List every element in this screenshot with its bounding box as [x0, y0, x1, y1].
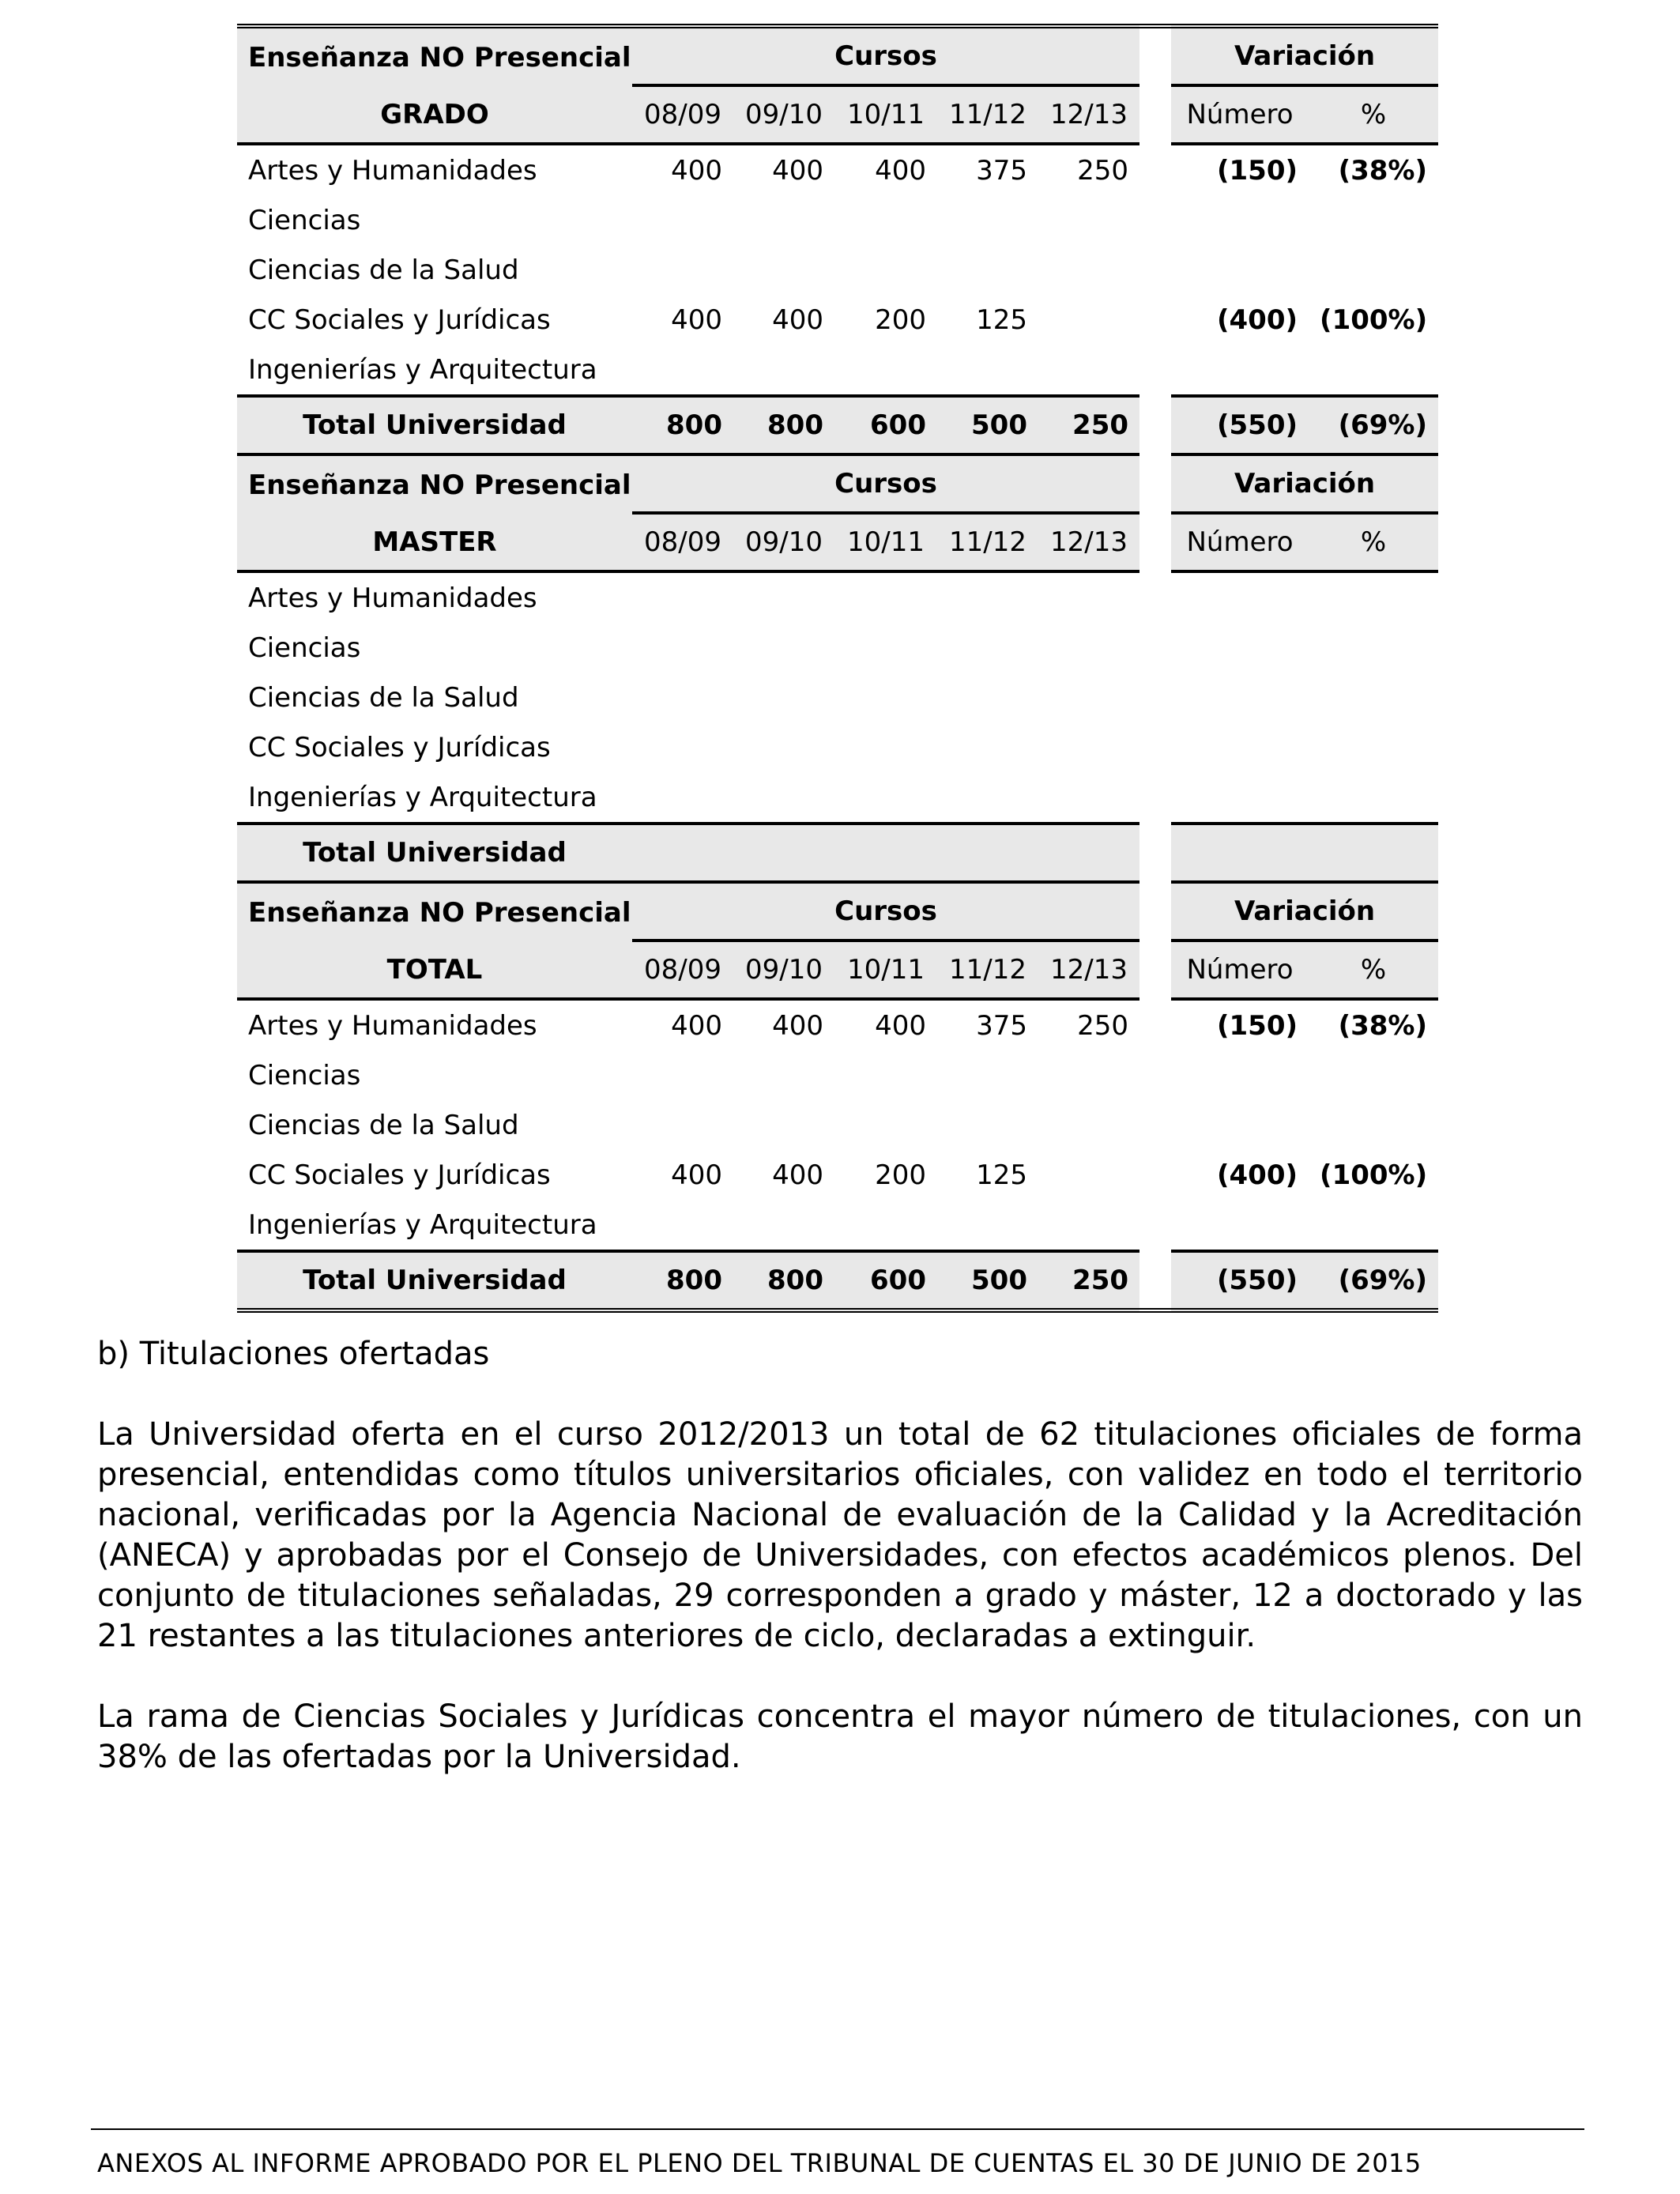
row-value: 400	[772, 154, 823, 187]
row-label: Ciencias	[248, 1059, 361, 1091]
total-label: Total Universidad	[237, 394, 632, 456]
row-value	[632, 573, 733, 623]
numero-header: Número	[1171, 515, 1309, 573]
row-variation-number	[1171, 1100, 1309, 1150]
row-label: Ingenierías y Arquitectura	[248, 1208, 597, 1241]
page-footer: ANEXOS AL INFORME APROBADO POR EL PLENO DEL TRIBUNAL DE CUENTAS EL 30 DE JUNIO DE 2015	[97, 2148, 1422, 2178]
row-variation-pct	[1309, 573, 1438, 623]
row-gap	[1139, 623, 1171, 673]
row-gap	[1139, 195, 1171, 245]
total-value: 600	[834, 1250, 937, 1313]
row-variation-pct: (100%)	[1320, 303, 1428, 336]
row-variation-number	[1171, 1050, 1309, 1100]
row-variation-number	[1171, 1200, 1309, 1250]
row-value: 400	[772, 1009, 823, 1042]
table-row	[237, 1050, 1438, 1100]
table-row	[237, 1100, 1438, 1150]
row-value	[632, 623, 733, 673]
total-variation-number: (550)	[1171, 394, 1309, 456]
total-variation-pct: (69%)	[1309, 394, 1438, 456]
row-variation-number: (400)	[1216, 303, 1298, 336]
row-variation-pct	[1309, 345, 1438, 394]
year-header: 08/09	[632, 87, 733, 145]
row-variation-number	[1171, 195, 1309, 245]
enrollment-tables	[237, 24, 1438, 1313]
table-subheader-row	[237, 515, 1438, 573]
row-value	[733, 1200, 834, 1250]
table-header-row	[237, 884, 1438, 942]
row-variation-number	[1171, 623, 1309, 673]
row-value: 250	[1077, 154, 1129, 187]
row-label: CC Sociales y Jurídicas	[248, 1159, 551, 1191]
row-value	[733, 772, 834, 822]
row-value	[834, 345, 937, 394]
row-label: Ciencias de la Salud	[248, 254, 519, 286]
year-header: 11/12	[937, 515, 1038, 573]
pct-header: %	[1309, 515, 1438, 573]
row-label: Ingenierías y Arquitectura	[248, 353, 597, 386]
total-value	[937, 822, 1038, 884]
year-header: 09/10	[733, 87, 834, 145]
row-value	[937, 722, 1038, 772]
table-subheader-row	[237, 87, 1438, 145]
row-value	[1038, 295, 1139, 345]
row-value	[834, 673, 937, 722]
row-variation-pct	[1309, 195, 1438, 245]
total-label: Total Universidad	[237, 822, 632, 884]
variacion-header: Variación	[1171, 456, 1438, 515]
table-row	[237, 722, 1438, 772]
numero-header: Número	[1171, 942, 1309, 1001]
row-value: 125	[976, 1159, 1027, 1191]
row-value	[1038, 245, 1139, 295]
row-value	[733, 1050, 834, 1100]
row-value	[733, 195, 834, 245]
body-text	[97, 1334, 1583, 1818]
row-value	[937, 1050, 1038, 1100]
total-gap	[1139, 394, 1171, 456]
row-label: Ingenierías y Arquitectura	[248, 781, 597, 813]
row-value	[1038, 673, 1139, 722]
row-value	[834, 1100, 937, 1150]
table-row	[237, 573, 1438, 623]
row-gap	[1139, 1200, 1171, 1250]
total-label: Total Universidad	[237, 1250, 632, 1313]
row-variation-pct: (100%)	[1320, 1159, 1428, 1191]
row-value: 400	[875, 1009, 926, 1042]
paragraph-rama: La rama de Ciencias Sociales y Jurídicas concentra el mayor número de titulaciones, con un 38% de las ofertadas por la Universidad.	[97, 1698, 1583, 1775]
row-value	[632, 772, 733, 822]
row-label: Ciencias de la Salud	[248, 1109, 519, 1141]
variacion-header: Variación	[1171, 884, 1438, 942]
row-value	[937, 673, 1038, 722]
row-variation-number	[1171, 722, 1309, 772]
row-variation-number	[1171, 673, 1309, 722]
table-row	[237, 195, 1438, 245]
section-label: MASTER	[237, 515, 632, 573]
row-gap	[1139, 1050, 1171, 1100]
row-value	[632, 195, 733, 245]
year-header: 11/12	[937, 942, 1038, 1001]
row-variation-number	[1171, 573, 1309, 623]
row-gap	[1139, 722, 1171, 772]
row-label: Ciencias de la Salud	[248, 681, 519, 714]
row-value: 200	[875, 303, 926, 336]
row-value	[937, 345, 1038, 394]
row-gap	[1139, 145, 1171, 195]
row-label: Artes y Humanidades	[248, 154, 537, 187]
row-gap	[1139, 345, 1171, 394]
total-value	[632, 822, 733, 884]
row-value	[632, 345, 733, 394]
total-value: 800	[632, 394, 733, 456]
row-value	[1038, 195, 1139, 245]
row-value	[1038, 1050, 1139, 1100]
row-value	[1038, 1100, 1139, 1150]
row-value: 400	[671, 1159, 722, 1191]
row-variation-number	[1171, 772, 1309, 822]
table-row	[237, 1150, 1438, 1200]
row-value: 400	[671, 303, 722, 336]
row-value	[733, 245, 834, 295]
total-variation-number	[1171, 822, 1309, 884]
row-value	[834, 1050, 937, 1100]
total-value	[1038, 822, 1139, 884]
row-value: 375	[976, 154, 1027, 187]
row-value	[1038, 573, 1139, 623]
total-value: 500	[937, 394, 1038, 456]
row-value	[937, 623, 1038, 673]
section-label: TOTAL	[237, 942, 632, 1001]
row-value	[937, 245, 1038, 295]
total-value: 600	[834, 394, 937, 456]
row-variation-number: (400)	[1216, 1159, 1298, 1191]
table-row	[237, 1200, 1438, 1250]
paragraph-titulaciones: La Universidad oferta en el curso 2012/2013 un total de 62 titulaciones oficiales de forma presencial, entendidas como títulos universitarios oficiales, con validez en todo el territorio nacional, verificadas por la Agencia Nacional de evaluación de la Calidad y la Acreditación (ANECA) y aprobadas por el Consejo de Universidades, con efectos académicos plenos. Del conjunto de titulaciones señaladas, 29 corresponden a grado y máster, 12 a doctorado y las 21 restantes a las titulaciones anteriores de ciclo, declaradas a extinguir.	[97, 1416, 1583, 1654]
table-row	[237, 673, 1438, 722]
footer-divider	[91, 2128, 1584, 2130]
row-variation-pct	[1309, 245, 1438, 295]
row-value	[632, 1050, 733, 1100]
row-variation-number: (150)	[1216, 154, 1298, 187]
total-row	[237, 394, 1438, 456]
year-header: 08/09	[632, 942, 733, 1001]
cursos-header: Cursos	[632, 24, 1139, 87]
year-header: 10/11	[834, 87, 937, 145]
row-value	[632, 1200, 733, 1250]
numero-header: Número	[1171, 87, 1309, 145]
total-value	[834, 822, 937, 884]
row-value	[733, 573, 834, 623]
total-value: 250	[1038, 1250, 1139, 1313]
row-variation-pct	[1309, 1050, 1438, 1100]
row-value	[937, 573, 1038, 623]
enrollment-table	[237, 24, 1438, 1313]
row-variation-number	[1171, 345, 1309, 394]
cursos-header: Cursos	[632, 884, 1139, 942]
row-gap	[1139, 1100, 1171, 1150]
row-value	[834, 245, 937, 295]
row-value: 375	[976, 1009, 1027, 1042]
row-value	[1038, 1200, 1139, 1250]
total-variation-number: (550)	[1171, 1250, 1309, 1313]
section-label: GRADO	[237, 87, 632, 145]
row-value	[632, 245, 733, 295]
total-value: 800	[733, 394, 834, 456]
row-variation-pct: (38%)	[1338, 154, 1428, 187]
table-row	[237, 1001, 1438, 1050]
row-value: 400	[772, 1159, 823, 1191]
row-label: CC Sociales y Jurídicas	[248, 303, 551, 336]
header-gap	[1139, 87, 1171, 145]
table-header-row	[237, 456, 1438, 515]
total-gap	[1139, 1250, 1171, 1313]
year-header: 08/09	[632, 515, 733, 573]
row-value	[632, 673, 733, 722]
row-value	[1038, 345, 1139, 394]
row-label: Artes y Humanidades	[248, 1009, 537, 1042]
year-header: 12/13	[1038, 942, 1139, 1001]
row-gap	[1139, 245, 1171, 295]
row-variation-pct: (38%)	[1338, 1009, 1428, 1042]
row-gap	[1139, 1150, 1171, 1200]
row-value	[733, 345, 834, 394]
row-value	[834, 573, 937, 623]
row-value: 400	[671, 154, 722, 187]
row-value: 400	[671, 1009, 722, 1042]
row-value	[632, 722, 733, 772]
row-value	[733, 673, 834, 722]
cursos-header: Cursos	[632, 456, 1139, 515]
variacion-header: Variación	[1171, 24, 1438, 87]
pct-header: %	[1309, 87, 1438, 145]
table-header-row	[237, 24, 1438, 87]
row-value	[1038, 1150, 1139, 1200]
header-gap	[1139, 456, 1171, 515]
header-gap	[1139, 884, 1171, 942]
row-gap	[1139, 1001, 1171, 1050]
year-header: 09/10	[733, 515, 834, 573]
row-value	[834, 623, 937, 673]
table-row	[237, 245, 1438, 295]
year-header: 11/12	[937, 87, 1038, 145]
row-variation-pct	[1309, 673, 1438, 722]
row-label: Artes y Humanidades	[248, 582, 537, 614]
row-value	[834, 772, 937, 822]
header-gap	[1139, 24, 1171, 87]
total-value: 800	[733, 1250, 834, 1313]
header-gap	[1139, 515, 1171, 573]
table-row	[237, 295, 1438, 345]
row-variation-pct	[1309, 1200, 1438, 1250]
total-variation-pct	[1309, 822, 1438, 884]
table-row	[237, 772, 1438, 822]
row-label: Ciencias	[248, 631, 361, 664]
total-variation-pct: (69%)	[1309, 1250, 1438, 1313]
table-row	[237, 145, 1438, 195]
table-subheader-row	[237, 942, 1438, 1001]
total-value: 250	[1038, 394, 1139, 456]
row-variation-number	[1171, 245, 1309, 295]
header-label: Enseñanza NO Presencial	[237, 884, 632, 942]
row-variation-pct	[1309, 1100, 1438, 1150]
total-value: 500	[937, 1250, 1038, 1313]
row-gap	[1139, 573, 1171, 623]
row-variation-pct	[1309, 722, 1438, 772]
year-header: 12/13	[1038, 87, 1139, 145]
row-value	[733, 722, 834, 772]
row-value: 400	[875, 154, 926, 187]
year-header: 10/11	[834, 942, 937, 1001]
year-header: 10/11	[834, 515, 937, 573]
total-gap	[1139, 822, 1171, 884]
header-gap	[1139, 942, 1171, 1001]
row-value: 400	[772, 303, 823, 336]
header-label: Enseñanza NO Presencial	[237, 24, 632, 87]
year-header: 12/13	[1038, 515, 1139, 573]
header-label: Enseñanza NO Presencial	[237, 456, 632, 515]
row-variation-pct	[1309, 623, 1438, 673]
row-label: Ciencias	[248, 204, 361, 236]
row-value	[834, 722, 937, 772]
row-value	[733, 1100, 834, 1150]
row-variation-number: (150)	[1216, 1009, 1298, 1042]
total-row	[237, 1250, 1438, 1313]
row-value	[937, 1100, 1038, 1150]
table-row	[237, 345, 1438, 394]
row-value: 125	[976, 303, 1027, 336]
row-value	[937, 1200, 1038, 1250]
table-row	[237, 623, 1438, 673]
row-value	[733, 623, 834, 673]
row-value	[1038, 722, 1139, 772]
row-value	[1038, 623, 1139, 673]
row-value: 200	[875, 1159, 926, 1191]
total-value: 800	[632, 1250, 733, 1313]
pct-header: %	[1309, 942, 1438, 1001]
total-value	[733, 822, 834, 884]
total-row	[237, 822, 1438, 884]
row-gap	[1139, 295, 1171, 345]
row-gap	[1139, 673, 1171, 722]
row-value	[834, 195, 937, 245]
row-variation-pct	[1309, 772, 1438, 822]
row-value	[937, 772, 1038, 822]
row-label: CC Sociales y Jurídicas	[248, 731, 551, 763]
row-value	[632, 1100, 733, 1150]
row-value: 250	[1077, 1009, 1129, 1042]
row-value	[834, 1200, 937, 1250]
row-gap	[1139, 772, 1171, 822]
section-heading: b) Titulaciones ofertadas	[97, 1336, 490, 1372]
row-value	[937, 195, 1038, 245]
row-value	[1038, 772, 1139, 822]
year-header: 09/10	[733, 942, 834, 1001]
